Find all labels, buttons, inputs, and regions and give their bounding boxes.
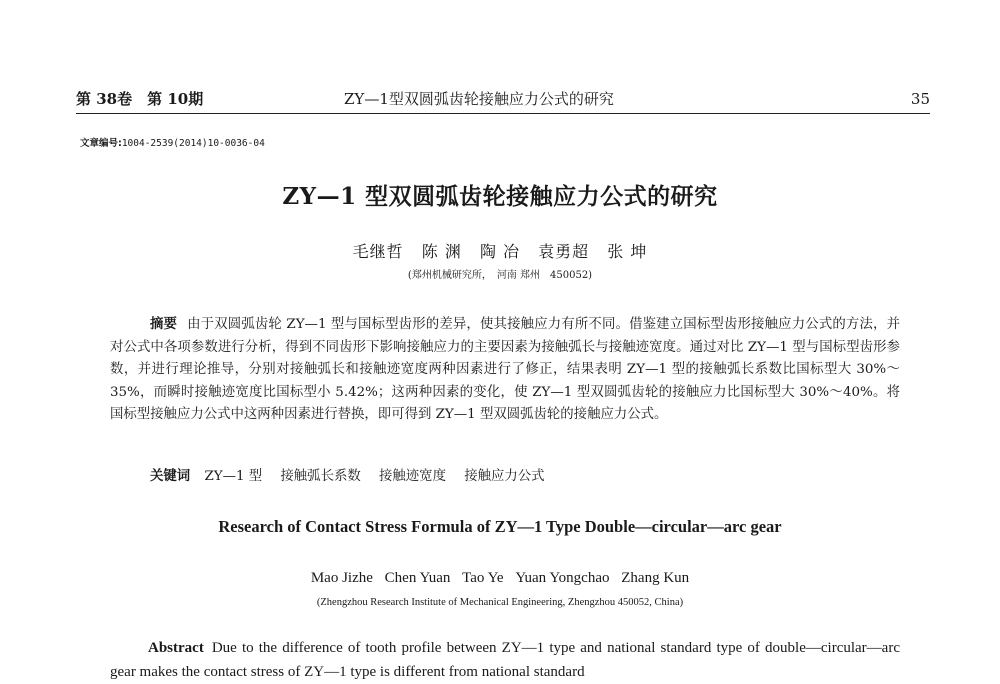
author-cn: 陈 渊 [421, 242, 462, 261]
keyword: 接触弧长系数 [280, 469, 361, 484]
authors-english [0, 570, 1000, 587]
article-number-value: 1004‐2539(2014)10‐0036‐04 [121, 138, 265, 149]
volume-issue: 第 38卷 第 10期 [76, 90, 204, 108]
keyword: 接触迹宽度 [379, 469, 446, 484]
author-en: Chen Yuan [384, 570, 451, 586]
authors-chinese [0, 239, 1000, 262]
author-cn: 陶 冶 [479, 242, 521, 261]
author-en: Tao Ye [462, 570, 504, 586]
author-en: Zhang Kun [621, 570, 690, 586]
author-en: Mao Jizhe [310, 570, 373, 586]
author-cn: 袁勇超 [538, 242, 590, 261]
affiliation-english: (Zhengzhou Research Institute of Mechanical Engineering, Zhengzhou 450052, China) [316, 597, 684, 608]
page-number: 35 [910, 90, 930, 108]
keyword: 接触应力公式 [464, 469, 545, 484]
author-en: Yuan Yongchao [515, 570, 610, 586]
abstract-en-label: Abstract [148, 640, 204, 656]
header-rule [76, 113, 930, 114]
abstract-cn-label: 摘要 [150, 316, 178, 332]
abstract-english [110, 636, 900, 684]
author-cn: 毛继哲 [352, 242, 404, 261]
title-chinese: ZY—1 型双圆弧齿轮接触应力公式的研究 [282, 183, 718, 210]
article-number-label: 文章编号: [80, 138, 122, 149]
affiliation-chinese: (郑州机械研究所， 河南 郑州 450052) [407, 270, 593, 281]
article-number [80, 135, 265, 149]
keywords-chinese [150, 465, 559, 484]
keyword: ZY—1 型 [204, 469, 263, 484]
abstract-cn-text: 由于双圆弧齿轮 ZY—1 型与国标型齿形的差异，使其接触应力有所不同。借鉴建立国标型齿形接触应力公式的方法，并对公式中各项参数进行分析，得到不同齿形下影响接触应力的主要因素为接触弧长与接触迹宽度。通过对比 ZY—1 型与国标型齿形参数，并进行理论推导，分别对接触弧长和接触迹宽度两种因素进行了修正，结果表明 ZY—1 型的接触弧长系数比国标型大 30%～35%，而瞬时接触迹宽度比国标型小 5.42%；这两种因素的变化，使 ZY—1 型双圆弧齿轮的接触应力比国标型大 30%～40%。将国标型接触应力公式中这两种因素进行替换，即可得到 ZY—1 型双圆弧齿轮的接触应力公式。 [110, 317, 900, 422]
running-title: ZY—1型双圆弧齿轮接触应力公式的研究 [344, 90, 614, 108]
running-head [76, 86, 930, 112]
abstract-chinese [110, 313, 900, 427]
abstract-en-text: Due to the difference of tooth profile between ZY—1 type and national standard type of double—circular—arc gear makes the contact stress of ZY—1 type is different from national standard [110, 640, 900, 680]
keywords-label: 关键词 [150, 468, 191, 484]
author-cn: 张 坤 [607, 242, 648, 261]
title-english: Research of Contact Stress Formula of ZY—1 Type Double—circular—arc gear [218, 517, 782, 536]
